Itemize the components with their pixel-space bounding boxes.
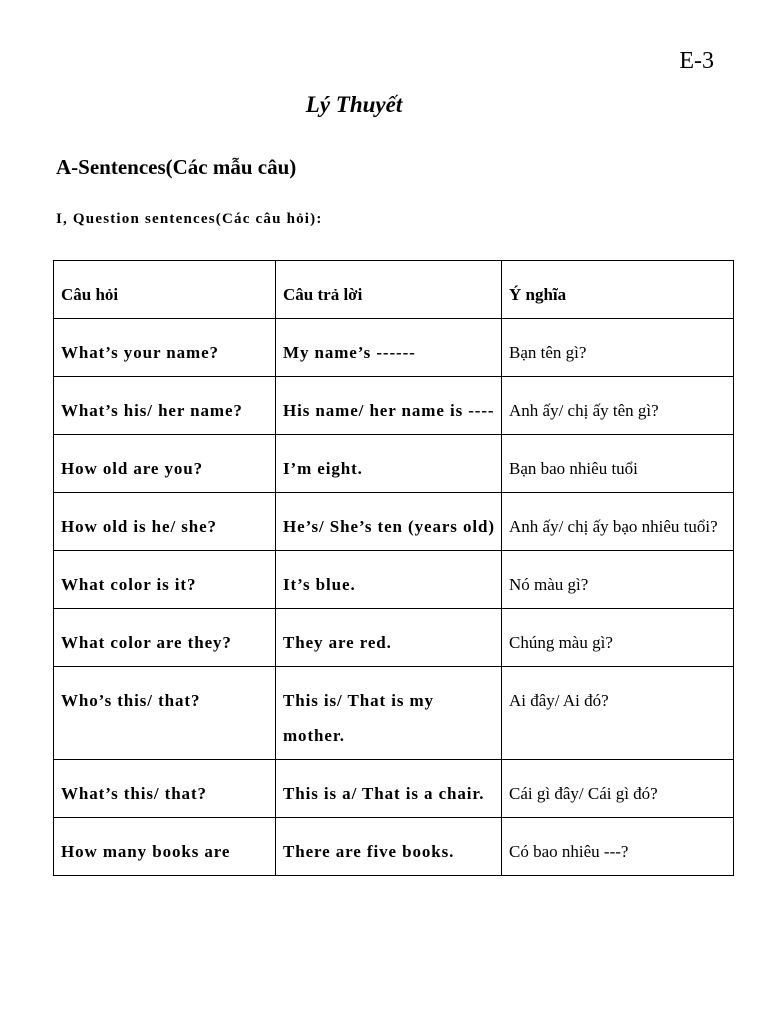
question-cell: What’s this/ that? — [54, 760, 276, 818]
meaning-cell: Bạn bao nhiêu tuổi — [502, 435, 734, 493]
section-heading: A-Sentences(Các mẫu câu) — [56, 155, 297, 179]
header-meaning: Ý nghĩa — [502, 261, 734, 319]
question-table — [53, 260, 734, 876]
page-code: E-3 — [679, 48, 714, 74]
meaning-cell: Cái gì đây/ Cái gì đó? — [502, 760, 734, 818]
question-cell: How old is he/ she? — [54, 493, 276, 551]
header-question: Câu hỏi — [54, 261, 276, 319]
question-cell: How many books are — [54, 818, 276, 876]
question-cell: What’s your name? — [54, 319, 276, 377]
answer-cell: He’s/ She’s ten (years old) — [276, 493, 502, 551]
answer-cell: My name’s ------ — [276, 319, 502, 377]
table-header-row — [54, 261, 734, 319]
table-row — [54, 377, 734, 435]
question-cell: How old are you? — [54, 435, 276, 493]
answer-cell: They are red. — [276, 609, 502, 667]
table-row — [54, 760, 734, 818]
meaning-cell: Anh ấy/ chị ấy tên gì? — [502, 377, 734, 435]
table-row — [54, 493, 734, 551]
page-title: Lý Thuyết — [305, 92, 403, 117]
meaning-cell: Bạn tên gì? — [502, 319, 734, 377]
table-row — [54, 667, 734, 760]
meaning-cell: Có bao nhiêu ---? — [502, 818, 734, 876]
meaning-cell: Chúng màu gì? — [502, 609, 734, 667]
meaning-cell: Anh ấy/ chị ấy bạo nhiêu tuổi? — [502, 493, 734, 551]
question-cell: What color is it? — [54, 551, 276, 609]
answer-cell: It’s blue. — [276, 551, 502, 609]
answer-cell: This is/ That is my mother. — [276, 667, 502, 760]
table-row — [54, 551, 734, 609]
question-cell: Who’s this/ that? — [54, 667, 276, 760]
table-row — [54, 435, 734, 493]
table-row — [54, 609, 734, 667]
question-cell: What color are they? — [54, 609, 276, 667]
answer-cell: His name/ her name is ---- — [276, 377, 502, 435]
answer-cell: I’m eight. — [276, 435, 502, 493]
answer-cell: This is a/ That is a chair. — [276, 760, 502, 818]
meaning-cell: Nó màu gì? — [502, 551, 734, 609]
header-answer: Câu trả lời — [276, 261, 502, 319]
question-cell: What’s his/ her name? — [54, 377, 276, 435]
table-row — [54, 319, 734, 377]
table-row — [54, 818, 734, 876]
meaning-cell: Ai đây/ Ai đó? — [502, 667, 734, 760]
sub-heading: I, Question sentences(Các câu hỏi): — [56, 211, 323, 227]
answer-cell: There are five books. — [276, 818, 502, 876]
